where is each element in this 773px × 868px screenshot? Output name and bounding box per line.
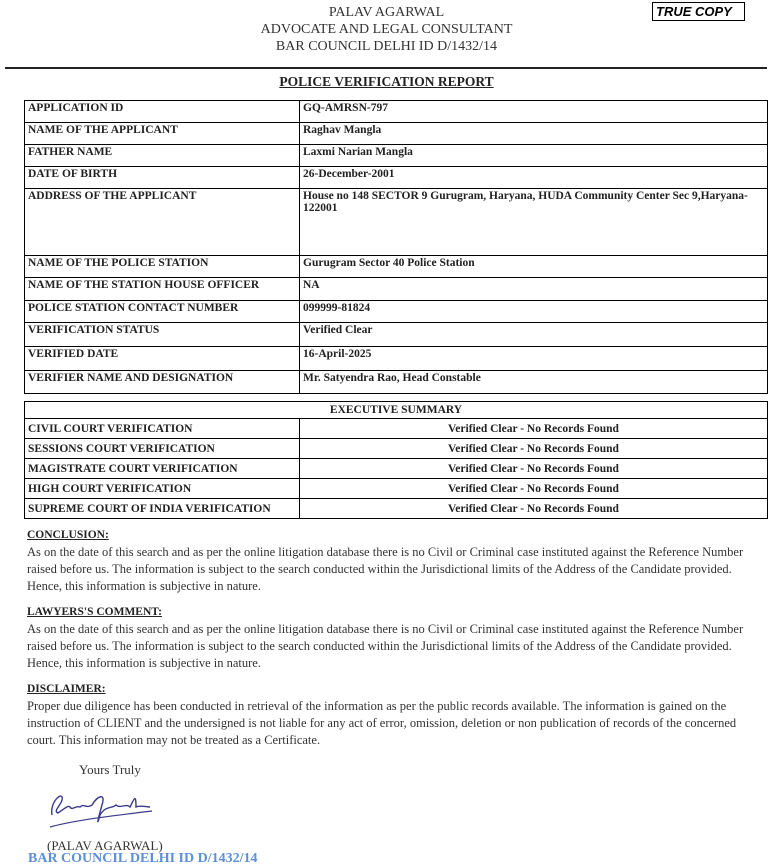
advocate-title: ADVOCATE AND LEGAL CONSULTANT xyxy=(260,22,513,37)
details-table xyxy=(24,100,768,394)
detail-value: Raghav Mangla xyxy=(300,123,768,145)
summary-row xyxy=(25,479,768,499)
detail-value: GQ-AMRSN-797 xyxy=(300,101,768,123)
comment-heading: LAWYERS'S COMMENT: xyxy=(27,606,162,618)
summary-row xyxy=(25,459,768,479)
detail-value: Mr. Satyendra Rao, Head Constable xyxy=(300,371,768,394)
detail-row xyxy=(25,347,768,371)
summary-label: MAGISTRATE COURT VERIFICATION xyxy=(25,459,300,479)
detail-label: VERIFIER NAME AND DESIGNATION xyxy=(25,371,300,394)
report-title: POLICE VERIFICATION REPORT xyxy=(279,74,494,89)
summary-label: SUPREME COURT OF INDIA VERIFICATION xyxy=(25,499,300,519)
conclusion-text: As on the date of this search and as per the online litigation database there is no Civil or Criminal case instituted against the Reference Number raised before us. The information is subject to the search conducted within the Jurisdictional limits of the Address of the Candidate provided. Hence, this information is subjective in nature. xyxy=(27,545,744,593)
summary-value: Verified Clear - No Records Found xyxy=(300,499,768,519)
detail-value: 099999-81824 xyxy=(300,301,768,323)
detail-row xyxy=(25,323,768,347)
summary-row xyxy=(25,499,768,519)
detail-row xyxy=(25,101,768,123)
disclaimer-text: Proper due diligence has been conducted in retrieval of the information as per the public records available. The information is gained on the instruction of CLIENT and the undersigned is not liable for any act of error, omission, deletion or non publication of records of the concerned court. This information may not be treated as a Certificate. xyxy=(27,699,737,747)
detail-row xyxy=(25,167,768,189)
header-divider xyxy=(5,67,767,69)
detail-value: Verified Clear xyxy=(300,323,768,347)
detail-row xyxy=(25,301,768,323)
detail-value: 16-April-2025 xyxy=(300,347,768,371)
closing: Yours Truly xyxy=(79,762,141,777)
summary-label: HIGH COURT VERIFICATION xyxy=(25,479,300,499)
detail-label: APPLICATION ID xyxy=(25,101,300,123)
detail-label: NAME OF THE APPLICANT xyxy=(25,123,300,145)
detail-value: NA xyxy=(300,278,768,301)
comment-text: As on the date of this search and as per the online litigation database there is no Civil or Criminal case instituted against the Reference Number raised before us. The information is subject to the search conducted within the Jurisdictional limits of the Address of the Candidate provided. Hence, this information is subjective in nature. xyxy=(27,622,744,670)
signature-image xyxy=(40,785,160,835)
detail-value: House no 148 SECTOR 9 Gurugram, Haryana, HUDA Community Center Sec 9,Haryana-122001 xyxy=(300,189,768,256)
detail-label: NAME OF THE POLICE STATION xyxy=(25,256,300,278)
summary-label: SESSIONS COURT VERIFICATION xyxy=(25,439,300,459)
summary-row xyxy=(25,439,768,459)
detail-row xyxy=(25,123,768,145)
detail-label: NAME OF THE STATION HOUSE OFFICER xyxy=(25,278,300,301)
summary-row xyxy=(25,419,768,439)
detail-row xyxy=(25,256,768,278)
detail-row xyxy=(25,278,768,301)
summary-value: Verified Clear - No Records Found xyxy=(300,459,768,479)
detail-row xyxy=(25,189,768,256)
summary-label: CIVIL COURT VERIFICATION xyxy=(25,419,300,439)
comment-section xyxy=(27,604,762,672)
detail-row xyxy=(25,371,768,394)
detail-label: POLICE STATION CONTACT NUMBER xyxy=(25,301,300,323)
detail-value: Gurugram Sector 40 Police Station xyxy=(300,256,768,278)
summary-title: EXECUTIVE SUMMARY xyxy=(25,402,768,419)
detail-label: ADDRESS OF THE APPLICANT xyxy=(25,189,300,256)
summary-value: Verified Clear - No Records Found xyxy=(300,479,768,499)
detail-label: DATE OF BIRTH xyxy=(25,167,300,189)
executive-summary-table xyxy=(24,401,768,519)
conclusion-heading: CONCLUSION: xyxy=(27,529,109,541)
advocate-bar-id: BAR COUNCIL DELHI ID D/1432/14 xyxy=(275,39,498,54)
advocate-name: PALAV AGARWAL xyxy=(328,5,445,20)
detail-value: Laxmi Narian Mangla xyxy=(300,145,768,167)
detail-label: FATHER NAME xyxy=(25,145,300,167)
signatory-bar-id: BAR COUNCIL DELHI ID D/1432/14 xyxy=(28,851,258,866)
detail-label: VERIFICATION STATUS xyxy=(25,323,300,347)
disclaimer-heading: DISCLAIMER: xyxy=(27,683,106,695)
conclusion-section xyxy=(27,527,762,595)
detail-value: 26-December-2001 xyxy=(300,167,768,189)
true-copy-stamp: TRUE COPY xyxy=(652,2,745,21)
signatory-name: (PALAV AGARWAL) xyxy=(47,838,163,853)
summary-value: Verified Clear - No Records Found xyxy=(300,439,768,459)
summary-value: Verified Clear - No Records Found xyxy=(300,419,768,439)
detail-row xyxy=(25,145,768,167)
detail-label: VERIFIED DATE xyxy=(25,347,300,371)
disclaimer-section xyxy=(27,681,762,749)
